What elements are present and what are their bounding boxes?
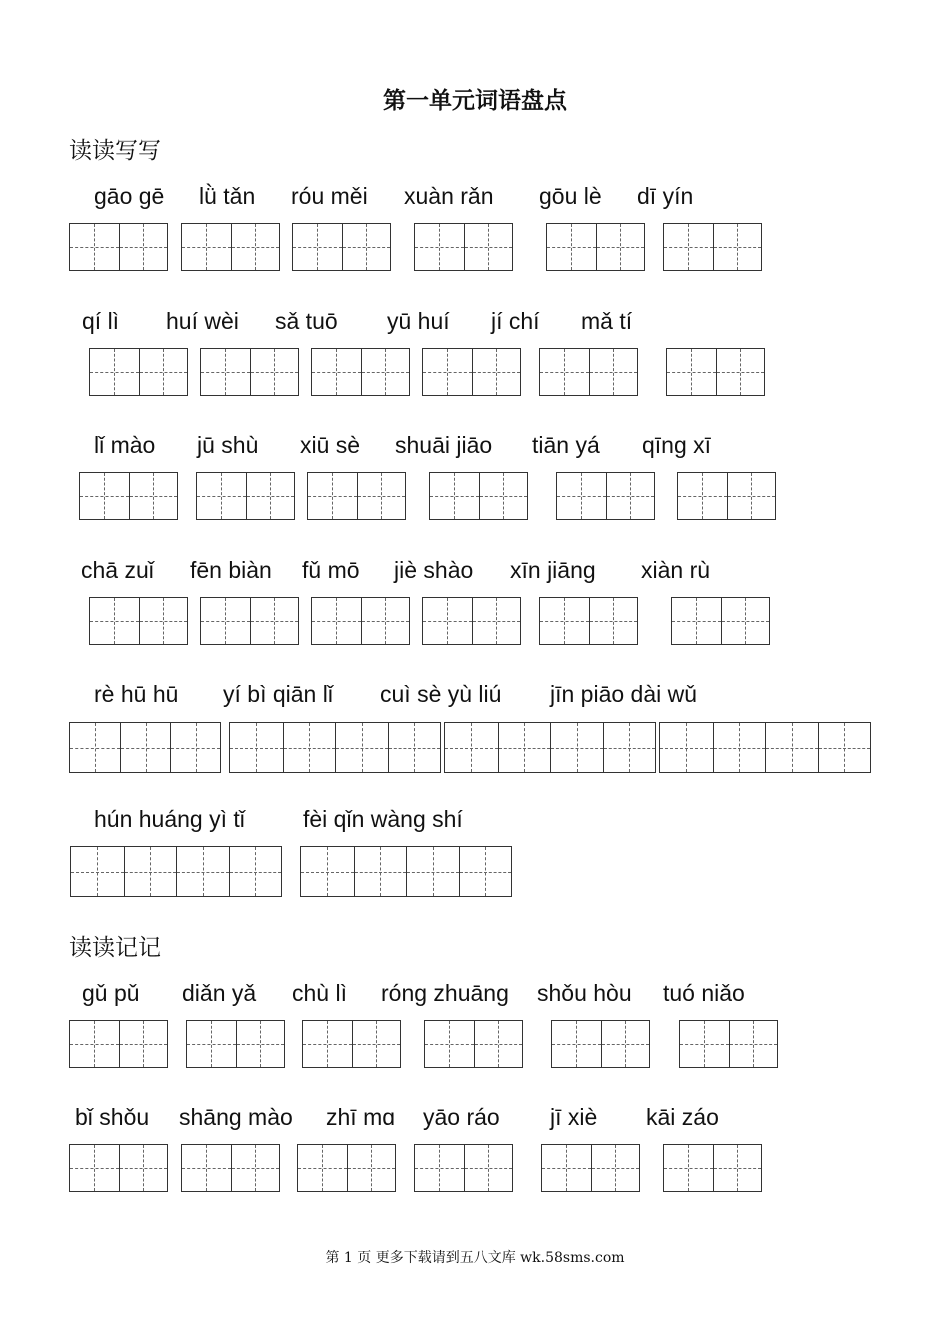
tianzige-cell[interactable]	[139, 349, 188, 395]
tianzige-cell[interactable]	[70, 1145, 119, 1191]
tianzige-cell[interactable]	[70, 224, 119, 270]
section-read-remember-heading: 读读记记	[69, 935, 161, 961]
tianzige-cell[interactable]	[357, 473, 406, 519]
tianzige-cell[interactable]	[250, 598, 299, 644]
writing-grid[interactable]	[200, 597, 299, 645]
tianzige-cell[interactable]	[236, 1021, 285, 1067]
pinyin-label: jīn piāo dài wǔ	[550, 681, 698, 707]
tianzige-cell[interactable]	[472, 349, 521, 395]
section-read-write-heading: 读读写写	[69, 138, 161, 164]
tianzige-cell[interactable]	[301, 847, 354, 896]
pinyin-label: qīng xī	[642, 432, 712, 458]
writing-grid[interactable]	[302, 1020, 401, 1068]
writing-grid[interactable]	[663, 223, 762, 271]
writing-grid[interactable]	[70, 846, 282, 897]
writing-grid[interactable]	[79, 472, 178, 520]
tianzige-cell[interactable]	[430, 473, 479, 519]
tianzige-cell[interactable]	[352, 1021, 401, 1067]
pinyin-label: tuó niǎo	[663, 980, 745, 1006]
tianzige-cell[interactable]	[459, 847, 512, 896]
tianzige-cell[interactable]	[680, 1021, 729, 1067]
tianzige-cell[interactable]	[727, 473, 776, 519]
writing-grid[interactable]	[300, 846, 512, 897]
tianzige-cell[interactable]	[596, 224, 645, 270]
tianzige-cell[interactable]	[472, 598, 521, 644]
writing-grid[interactable]	[429, 472, 528, 520]
pinyin-label: bǐ shǒu	[75, 1104, 150, 1130]
writing-grid[interactable]	[200, 348, 299, 396]
writing-grid[interactable]	[186, 1020, 285, 1068]
pinyin-label: fēn biàn	[190, 557, 272, 583]
tianzige-cell[interactable]	[231, 224, 280, 270]
pinyin-label: shāng mào	[179, 1104, 293, 1130]
tianzige-cell[interactable]	[250, 349, 299, 395]
tianzige-cell[interactable]	[818, 723, 871, 772]
tianzige-cell[interactable]	[70, 1021, 119, 1067]
writing-grid[interactable]	[414, 223, 513, 271]
page-footer: 第 1 页 更多下载请到五八文库 wk.58sms.com	[325, 1250, 625, 1266]
pinyin-label: chā zuǐ	[81, 557, 154, 583]
tianzige-cell[interactable]	[187, 1021, 236, 1067]
writing-grid[interactable]	[414, 1144, 513, 1192]
pinyin-label: rè hū hū	[94, 681, 179, 707]
tianzige-cell[interactable]	[124, 847, 177, 896]
tianzige-cell[interactable]	[129, 473, 178, 519]
writing-grid[interactable]	[89, 348, 188, 396]
writing-grid[interactable]	[422, 597, 521, 645]
tianzige-cell[interactable]	[552, 1021, 601, 1067]
tianzige-cell[interactable]	[464, 1145, 513, 1191]
writing-grid[interactable]	[663, 1144, 762, 1192]
writing-grid[interactable]	[297, 1144, 396, 1192]
tianzige-cell[interactable]	[90, 598, 139, 644]
tianzige-cell[interactable]	[672, 598, 721, 644]
tianzige-cell[interactable]	[293, 224, 342, 270]
tianzige-cell[interactable]	[354, 847, 407, 896]
tianzige-cell[interactable]	[678, 473, 727, 519]
tianzige-cell[interactable]	[415, 1145, 464, 1191]
tianzige-cell[interactable]	[347, 1145, 396, 1191]
pinyin-label: xiū sè	[300, 432, 361, 458]
page-title: 第一单元词语盘点	[383, 88, 567, 114]
tianzige-cell[interactable]	[445, 723, 498, 772]
pinyin-label: diǎn yǎ	[182, 980, 257, 1006]
pinyin-label: jū shù	[197, 432, 259, 458]
tianzige-cell[interactable]	[139, 598, 188, 644]
tianzige-cell[interactable]	[464, 224, 513, 270]
writing-grid[interactable]	[422, 348, 521, 396]
tianzige-cell[interactable]	[547, 224, 596, 270]
tianzige-cell[interactable]	[201, 598, 250, 644]
writing-grid[interactable]	[311, 597, 410, 645]
writing-grid[interactable]	[444, 722, 656, 773]
tianzige-cell[interactable]	[231, 1145, 280, 1191]
tianzige-cell[interactable]	[176, 847, 229, 896]
tianzige-cell[interactable]	[71, 847, 124, 896]
tianzige-cell[interactable]	[603, 723, 656, 772]
tianzige-cell[interactable]	[335, 723, 388, 772]
tianzige-cell[interactable]	[312, 598, 361, 644]
pinyin-label: jí chí	[491, 308, 540, 334]
tianzige-cell[interactable]	[540, 349, 589, 395]
writing-grid[interactable]	[69, 1144, 168, 1192]
pinyin-label: yāo ráo	[423, 1104, 500, 1130]
tianzige-cell[interactable]	[415, 224, 464, 270]
writing-grid[interactable]	[556, 472, 655, 520]
tianzige-cell[interactable]	[80, 473, 129, 519]
tianzige-cell[interactable]	[589, 598, 638, 644]
tianzige-cell[interactable]	[729, 1021, 778, 1067]
pinyin-label: tiān yá	[532, 432, 600, 458]
tianzige-cell[interactable]	[716, 349, 765, 395]
tianzige-cell[interactable]	[591, 1145, 640, 1191]
tianzige-cell[interactable]	[540, 598, 589, 644]
writing-grid[interactable]	[679, 1020, 778, 1068]
pinyin-label: mǎ tí	[581, 308, 633, 334]
writing-grid[interactable]	[677, 472, 776, 520]
tianzige-cell[interactable]	[425, 1021, 474, 1067]
tianzige-cell[interactable]	[550, 723, 603, 772]
tianzige-cell[interactable]	[660, 723, 713, 772]
tianzige-cell[interactable]	[303, 1021, 352, 1067]
tianzige-cell[interactable]	[90, 349, 139, 395]
tianzige-cell[interactable]	[713, 723, 766, 772]
writing-grid[interactable]	[229, 722, 441, 773]
pinyin-label: qí lì	[82, 308, 120, 334]
tianzige-cell[interactable]	[667, 349, 716, 395]
pinyin-label: xiàn rù	[641, 557, 711, 583]
writing-grid[interactable]	[541, 1144, 640, 1192]
tianzige-cell[interactable]	[119, 224, 168, 270]
pinyin-label: gōu lè	[539, 183, 602, 209]
writing-grid[interactable]	[69, 1020, 168, 1068]
tianzige-cell[interactable]	[721, 598, 770, 644]
pinyin-label: róu měi	[291, 183, 368, 209]
tianzige-cell[interactable]	[229, 847, 282, 896]
writing-grid[interactable]	[292, 223, 391, 271]
tianzige-cell[interactable]	[283, 723, 336, 772]
pinyin-label: huí wèi	[166, 308, 239, 334]
tianzige-cell[interactable]	[713, 224, 762, 270]
pinyin-label: fǔ mō	[302, 557, 360, 583]
pinyin-label: yí bì qiān lǐ	[223, 681, 333, 707]
pinyin-label: chù lì	[292, 980, 347, 1006]
pinyin-label: jī xiè	[550, 1104, 598, 1130]
tianzige-cell[interactable]	[308, 473, 357, 519]
pinyin-label: sǎ tuō	[275, 308, 338, 334]
tianzige-cell[interactable]	[423, 349, 472, 395]
writing-grid[interactable]	[546, 223, 645, 271]
tianzige-cell[interactable]	[498, 723, 551, 772]
tianzige-cell[interactable]	[361, 349, 410, 395]
pinyin-label: zhī mɑ	[326, 1104, 396, 1130]
tianzige-cell[interactable]	[664, 224, 713, 270]
tianzige-cell[interactable]	[119, 1145, 168, 1191]
tianzige-cell[interactable]	[170, 723, 220, 772]
tianzige-cell[interactable]	[201, 349, 250, 395]
tianzige-cell[interactable]	[342, 224, 391, 270]
writing-grid[interactable]	[69, 223, 168, 271]
pinyin-label: shuāi jiāo	[395, 432, 493, 458]
writing-grid[interactable]	[666, 348, 765, 396]
tianzige-cell[interactable]	[606, 473, 655, 519]
tianzige-cell[interactable]	[664, 1145, 713, 1191]
writing-grid[interactable]	[196, 472, 295, 520]
pinyin-label: dī yín	[637, 183, 694, 209]
writing-grid[interactable]	[539, 597, 638, 645]
writing-grid[interactable]	[69, 722, 221, 773]
tianzige-cell[interactable]	[388, 723, 441, 772]
pinyin-label: xīn jiāng	[510, 557, 596, 583]
tianzige-cell[interactable]	[601, 1021, 650, 1067]
tianzige-cell[interactable]	[474, 1021, 523, 1067]
tianzige-cell[interactable]	[312, 349, 361, 395]
pinyin-label: cuì sè yù liú	[380, 681, 502, 707]
tianzige-cell[interactable]	[713, 1145, 762, 1191]
tianzige-cell[interactable]	[406, 847, 459, 896]
pinyin-label: gāo gē	[94, 183, 165, 209]
tianzige-cell[interactable]	[298, 1145, 347, 1191]
tianzige-cell[interactable]	[70, 723, 120, 772]
pinyin-label: lǐ mào	[94, 432, 156, 458]
tianzige-cell[interactable]	[589, 349, 638, 395]
pinyin-label: gǔ pǔ	[82, 980, 140, 1006]
tianzige-cell[interactable]	[479, 473, 528, 519]
tianzige-cell[interactable]	[423, 598, 472, 644]
writing-grid[interactable]	[671, 597, 770, 645]
pinyin-label: kāi záo	[646, 1104, 719, 1130]
writing-grid[interactable]	[659, 722, 871, 773]
writing-grid[interactable]	[551, 1020, 650, 1068]
writing-grid[interactable]	[539, 348, 638, 396]
writing-grid[interactable]	[424, 1020, 523, 1068]
tianzige-cell[interactable]	[182, 224, 231, 270]
tianzige-cell[interactable]	[182, 1145, 231, 1191]
pinyin-label: lǜ tǎn	[199, 183, 256, 209]
tianzige-cell[interactable]	[119, 1021, 168, 1067]
tianzige-cell[interactable]	[120, 723, 170, 772]
writing-grid[interactable]	[181, 223, 280, 271]
writing-grid[interactable]	[89, 597, 188, 645]
pinyin-label: shǒu hòu	[537, 980, 632, 1006]
tianzige-cell[interactable]	[197, 473, 246, 519]
pinyin-label: hún huáng yì tǐ	[94, 806, 245, 832]
writing-grid[interactable]	[311, 348, 410, 396]
tianzige-cell[interactable]	[230, 723, 283, 772]
pinyin-label: róng zhuāng	[381, 980, 509, 1006]
tianzige-cell[interactable]	[246, 473, 295, 519]
pinyin-label: xuàn rǎn	[404, 183, 494, 209]
writing-grid[interactable]	[307, 472, 406, 520]
tianzige-cell[interactable]	[542, 1145, 591, 1191]
pinyin-label: jiè shào	[394, 557, 474, 583]
tianzige-cell[interactable]	[361, 598, 410, 644]
writing-grid[interactable]	[181, 1144, 280, 1192]
tianzige-cell[interactable]	[557, 473, 606, 519]
pinyin-label: yū huí	[387, 308, 450, 334]
pinyin-label: fèi qǐn wàng shí	[303, 806, 463, 832]
tianzige-cell[interactable]	[765, 723, 818, 772]
